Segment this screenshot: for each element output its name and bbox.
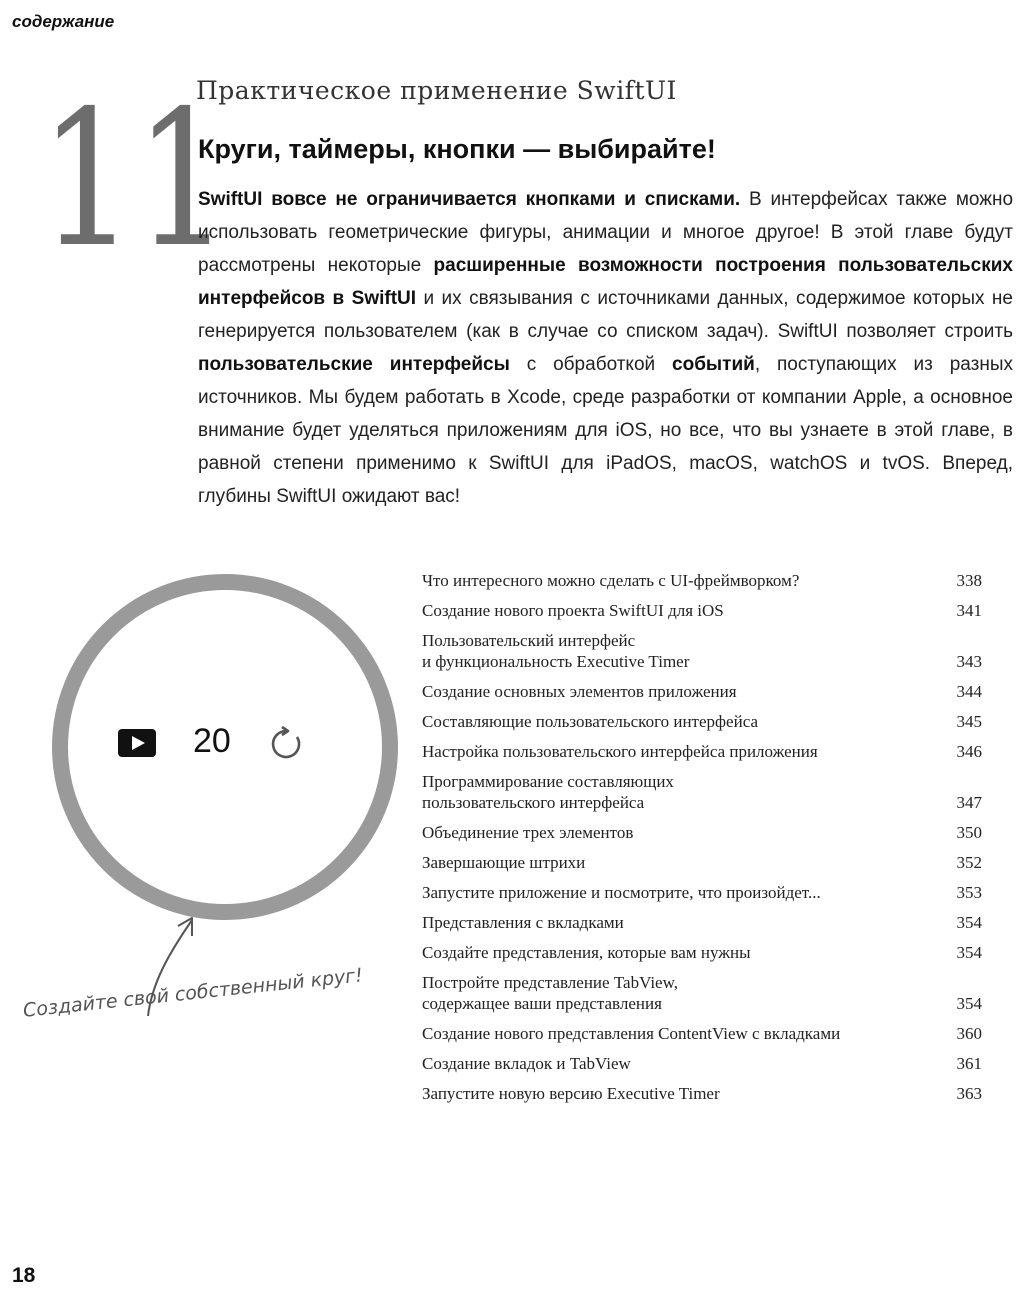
toc-entry-title: Создание нового проекта SwiftUI для iOS xyxy=(422,601,724,620)
reset-icon xyxy=(268,726,304,762)
toc-entry-page: 361 xyxy=(956,1054,982,1073)
section-label: содержание xyxy=(12,12,115,31)
intro-text: , поступающих из разных источников. Мы будем работать в Xcode, среде разработки от компании Apple, а основное внимание будет уделяться приложениям для iOS, но все, что вы узнаете в этой главе, в равной степени применимо к SwiftUI для iPadOS, macOS, watchOS и tvOS. Вперед, глубины SwiftUI ожидают вас! xyxy=(198,354,1013,507)
toc-entry xyxy=(422,681,982,702)
chapter-kicker: Практическое применение SwiftUI xyxy=(196,76,677,105)
intro-bold: пользовательские интерфейсы xyxy=(198,354,510,375)
chapter-intro xyxy=(198,183,1013,513)
toc-entry-page: 350 xyxy=(956,823,982,842)
page-number: 18 xyxy=(12,1264,36,1287)
toc-entry xyxy=(422,972,982,1014)
toc-entry-title: Запустите новую версию Executive Timer xyxy=(422,1084,720,1103)
chapter-title: Круги, таймеры, кнопки — выбирайте! xyxy=(198,134,716,164)
toc-entry-page: 363 xyxy=(956,1084,982,1103)
toc-entry xyxy=(422,570,982,591)
intro-bold: событий xyxy=(672,354,755,375)
intro-text: и их связывания с источниками данных, содержимое которых не генерируется пользователем (как в случае со списком задач). SwiftUI позволяет строить xyxy=(198,288,1013,342)
toc-entry xyxy=(422,852,982,873)
toc-entry-page: 352 xyxy=(956,853,982,872)
toc-entry xyxy=(422,912,982,933)
table-of-contents xyxy=(422,570,982,1113)
chapter-number-text: 11 xyxy=(39,70,231,290)
toc-entry xyxy=(422,741,982,762)
toc-entry xyxy=(422,1053,982,1074)
toc-entry-page: 354 xyxy=(956,943,982,962)
toc-entry-page: 343 xyxy=(956,652,982,671)
toc-entry-title: Создание основных элементов приложения xyxy=(422,682,737,701)
toc-entry xyxy=(422,942,982,963)
toc-entry-title: Запустите приложение и посмотрите, что произойдет... xyxy=(422,883,821,902)
toc-entry-title: Программирование составляющих пользовательского интерфейса xyxy=(422,772,674,812)
toc-entry-title: Создание нового представления ContentView с вкладками xyxy=(422,1024,841,1043)
toc-entry xyxy=(422,711,982,732)
intro-bold-lead: SwiftUI вовсе не ограничивается кнопками и списками. xyxy=(198,189,741,210)
toc-entry-page: 360 xyxy=(956,1024,982,1043)
toc-entry-title: Представления с вкладками xyxy=(422,913,624,932)
toc-entry-page: 341 xyxy=(956,601,982,620)
chapter-number xyxy=(39,70,231,290)
toc-entry-title: Что интересного можно сделать с UI-фреймворком? xyxy=(422,571,800,590)
toc-entry-page: 338 xyxy=(956,571,982,590)
toc-entry-page: 347 xyxy=(956,793,982,812)
toc-entry xyxy=(422,630,982,672)
toc-entry-page: 354 xyxy=(956,913,982,932)
toc-entry-title: Постройте представление TabView, содержащее ваши представления xyxy=(422,973,679,1013)
toc-entry-title: Создание вкладок и TabView xyxy=(422,1054,631,1073)
toc-entry-page: 346 xyxy=(956,742,982,761)
toc-entry xyxy=(422,1083,982,1104)
toc-entry-title: Составляющие пользовательского интерфейса xyxy=(422,712,758,731)
toc-entry xyxy=(422,600,982,621)
toc-entry-title: Объединение трех элементов xyxy=(422,823,634,842)
toc-entry-title: Настройка пользовательского интерфейса приложения xyxy=(422,742,818,761)
play-icon xyxy=(118,729,156,757)
toc-entry-page: 354 xyxy=(956,994,982,1013)
toc-entry xyxy=(422,882,982,903)
toc-entry xyxy=(422,771,982,813)
intro-text: с обработкой xyxy=(509,354,673,375)
timer-figure xyxy=(0,560,420,1040)
toc-entry xyxy=(422,1023,982,1044)
toc-entry-page: 344 xyxy=(956,682,982,701)
intro-bold: расширенные возможности построения пользовательских интерфейсов в SwiftUI xyxy=(198,255,1014,309)
timer-value: 20 xyxy=(193,722,231,760)
toc-entry-page: 345 xyxy=(956,712,982,731)
toc-entry-page: 353 xyxy=(956,883,982,902)
toc-entry xyxy=(422,822,982,843)
toc-entry-title: Пользовательский интерфейс и функциональность Executive Timer xyxy=(422,631,690,671)
intro-text: В интерфейсах также можно использовать геометрические фигуры, анимации и многое другое! В этой главе будут рассмотрены некоторые xyxy=(198,189,1014,276)
toc-entry-title: Создайте представления, которые вам нужны xyxy=(422,943,751,962)
toc-entry-title: Завершающие штрихи xyxy=(422,853,586,872)
callout-text: Создайте свой собственный круг! xyxy=(22,964,364,1022)
